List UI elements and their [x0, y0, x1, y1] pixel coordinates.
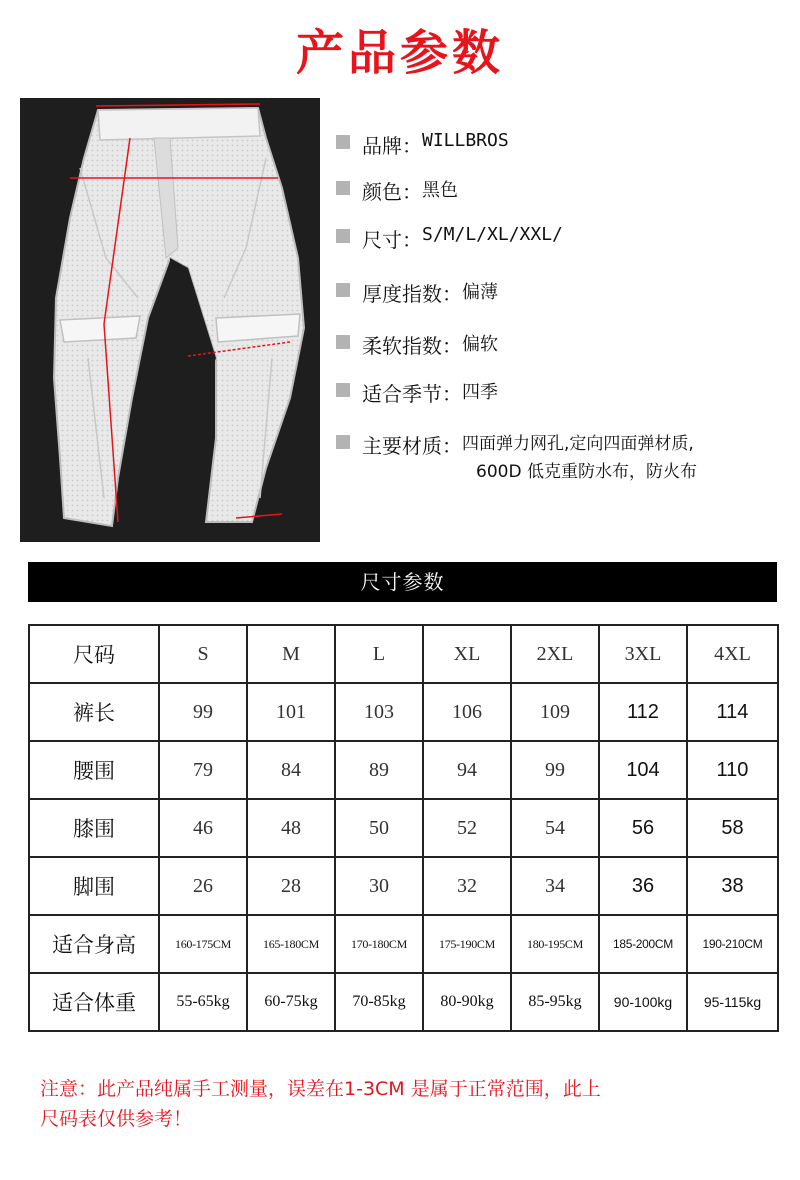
bullet-square-icon [336, 435, 350, 449]
spec-material: 主要材质： 四面弹力网孔,定向四面弹材质, 600D 低克重防水布，防火布 [336, 430, 697, 486]
spec-thickness: 厚度指数： 偏薄 [336, 278, 498, 307]
table-cell: 32 [423, 857, 511, 915]
spec-size: 尺寸： S/M/L/XL/XXL/ [336, 224, 563, 253]
table-row [29, 973, 778, 1031]
table-cell: 99 [511, 741, 599, 799]
page-title: 产品参数 [295, 25, 504, 81]
pants-illustration [20, 98, 320, 542]
table-cell: 112 [599, 683, 687, 741]
table-cell: 38 [687, 857, 778, 915]
size-header: XL [423, 625, 511, 683]
size-header: L [335, 625, 423, 683]
table-cell: 79 [159, 741, 247, 799]
size-header: 4XL [687, 625, 778, 683]
size-section-header: 尺寸参数 [28, 562, 777, 602]
row-label: 适合体重 [29, 973, 159, 1031]
row-label: 裤长 [29, 683, 159, 741]
table-cell: 104 [599, 741, 687, 799]
table-cell: 36 [599, 857, 687, 915]
table-cell: 34 [511, 857, 599, 915]
row-label: 适合身高 [29, 915, 159, 973]
spec-season: 适合季节： 四季 [336, 378, 498, 407]
size-header: 2XL [511, 625, 599, 683]
table-cell: 109 [511, 683, 599, 741]
table-row [29, 799, 778, 857]
table-cell: 95-115kg [687, 973, 778, 1031]
table-cell: 94 [423, 741, 511, 799]
table-cell: 30 [335, 857, 423, 915]
row-label: 腰围 [29, 741, 159, 799]
table-cell: 103 [335, 683, 423, 741]
table-cell: 46 [159, 799, 247, 857]
spec-softness: 柔软指数： 偏软 [336, 330, 498, 359]
table-cell: 55-65kg [159, 973, 247, 1031]
product-photo [20, 98, 320, 542]
table-row [29, 625, 778, 683]
size-header: 3XL [599, 625, 687, 683]
bullet-square-icon [336, 383, 350, 397]
table-cell: 60-75kg [247, 973, 335, 1031]
table-cell: 28 [247, 857, 335, 915]
table-cell: 80-90kg [423, 973, 511, 1031]
bullet-square-icon [336, 229, 350, 243]
table-cell: 175-190CM [423, 915, 511, 973]
table-cell: 56 [599, 799, 687, 857]
table-cell: 52 [423, 799, 511, 857]
bullet-square-icon [336, 135, 350, 149]
table-cell: 185-200CM [599, 915, 687, 973]
table-cell: 48 [247, 799, 335, 857]
table-cell: 190-210CM [687, 915, 778, 973]
table-cell: 89 [335, 741, 423, 799]
bullet-square-icon [336, 283, 350, 297]
table-cell: 170-180CM [335, 915, 423, 973]
table-row [29, 857, 778, 915]
table-cell: 50 [335, 799, 423, 857]
table-cell: 160-175CM [159, 915, 247, 973]
table-cell: 106 [423, 683, 511, 741]
table-cell: 180-195CM [511, 915, 599, 973]
row-label: 脚围 [29, 857, 159, 915]
material-lines: 四面弹力网孔,定向四面弹材质, 600D 低克重防水布，防火布 [462, 434, 697, 482]
size-header: S [159, 625, 247, 683]
table-cell: 99 [159, 683, 247, 741]
measurement-note: 注意：此产品纯属手工测量，误差在1-3CM 是属于正常范围，此上 尺码表仅供参考！ [40, 1078, 601, 1130]
size-header: M [247, 625, 335, 683]
bullet-square-icon [336, 181, 350, 195]
table-cell: 90-100kg [599, 973, 687, 1031]
table-cell: 84 [247, 741, 335, 799]
table-cell: 114 [687, 683, 778, 741]
table-row [29, 683, 778, 741]
table-cell: 110 [687, 741, 778, 799]
table-cell: 26 [159, 857, 247, 915]
spec-color: 颜色： 黑色 [336, 176, 458, 205]
spec-brand: 品牌： WILLBROS [336, 130, 509, 159]
table-cell: 165-180CM [247, 915, 335, 973]
table-cell: 70-85kg [335, 973, 423, 1031]
table-cell: 54 [511, 799, 599, 857]
size-table [28, 624, 779, 1032]
header-label: 尺码 [29, 625, 159, 683]
table-row [29, 741, 778, 799]
table-row [29, 915, 778, 973]
table-cell: 58 [687, 799, 778, 857]
bullet-square-icon [336, 335, 350, 349]
table-cell: 101 [247, 683, 335, 741]
table-cell: 85-95kg [511, 973, 599, 1031]
row-label: 膝围 [29, 799, 159, 857]
